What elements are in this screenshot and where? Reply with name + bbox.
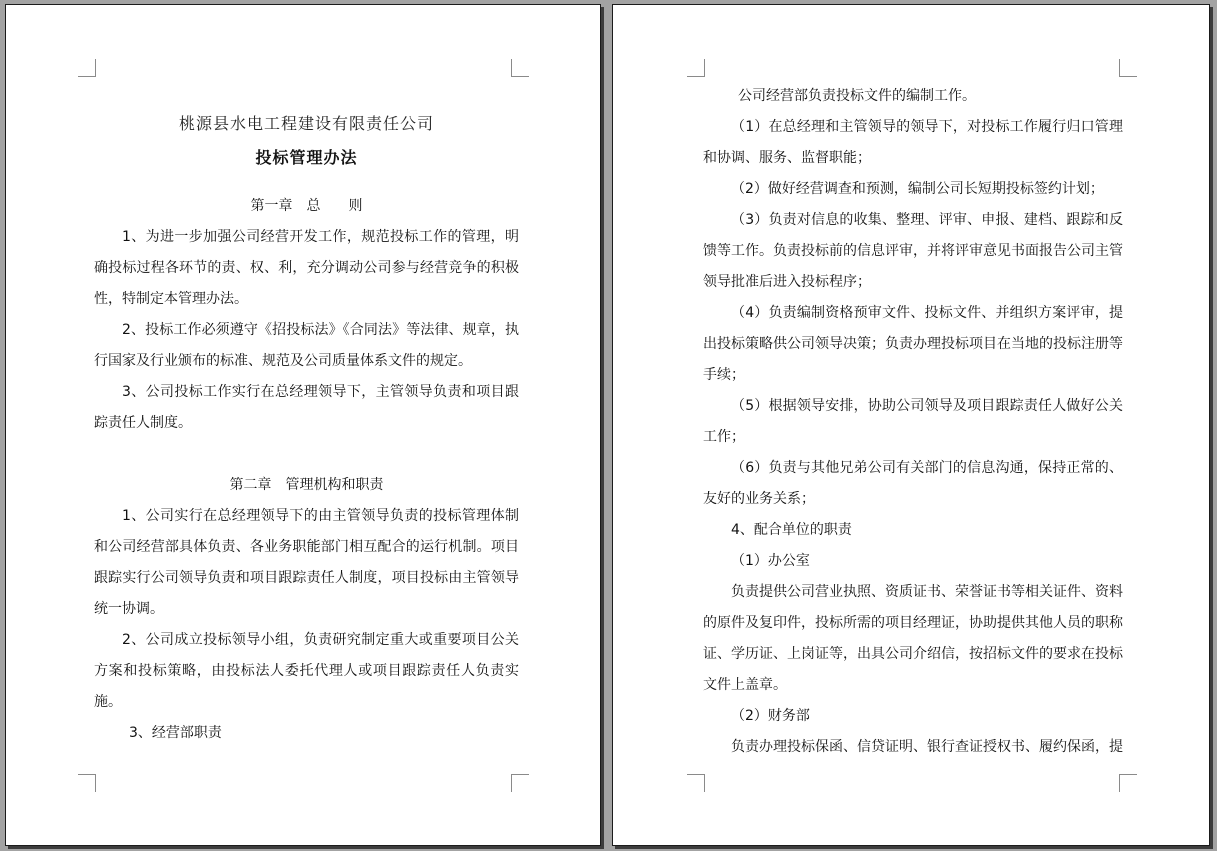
paragraph: （1）在总经理和主管领导的领导下，对投标工作履行归口管理和协调、服务、监督职能； (703, 119, 1123, 166)
paragraph: （2）财务部 (731, 708, 810, 724)
corner-mark-top-left (687, 59, 705, 77)
corner-mark-top-right (511, 59, 529, 77)
company-name: 桃源县水电工程建设有限责任公司 (178, 114, 434, 133)
document-page-1 (5, 4, 601, 846)
corner-mark-bottom-left (687, 774, 705, 792)
document-page-2 (612, 4, 1210, 846)
paragraph: 公司经营部负责投标文件的编制工作。 (738, 88, 976, 104)
paragraph: 3、经营部职责 (129, 725, 222, 741)
paragraph: 负责办理投标保函、信贷证明、银行查证授权书、履约保函，提 (731, 739, 1123, 755)
document-title: 投标管理办法 (255, 148, 358, 167)
corner-mark-bottom-right (511, 774, 529, 792)
paragraph: （3）负责对信息的收集、整理、评审、申报、建档、跟踪和反馈等工作。负责投标前的信息评审，并将评审意见书面报告公司主管领导批准后进入投标程序； (703, 212, 1123, 290)
chapter-2-heading: 第二章 管理机构和职责 (229, 477, 384, 493)
page-1-body (94, 107, 519, 749)
paragraph: （5）根据领导安排，协助公司领导及项目跟踪责任人做好公关工作； (703, 398, 1123, 445)
corner-mark-bottom-left (78, 774, 96, 792)
paragraph: 3、公司投标工作实行在总经理领导下，主管领导负责和项目跟踪责任人制度。 (94, 384, 519, 431)
page-2-body (703, 81, 1123, 763)
chapter-1-heading: 第一章 总 则 (250, 198, 363, 214)
paragraph: 1、公司实行在总经理领导下的由主管领导负责的投标管理体制和公司经营部具体负责、各业务职能部门相互配合的运行机制。项目跟踪实行公司领导负责和项目跟踪责任人制度，项目投标由主管领导统一协调。 (94, 508, 519, 617)
paragraph: 负责提供公司营业执照、资质证书、荣誉证书等相关证件、资料的原件及复印件，投标所需的项目经理证，协助提供其他人员的职称证、学历证、上岗证等，出具公司介绍信，按招标文件的要求在投标文件上盖章。 (703, 584, 1123, 693)
corner-mark-bottom-right (1119, 774, 1137, 792)
corner-mark-top-right (1119, 59, 1137, 77)
corner-mark-top-left (78, 59, 96, 77)
paragraph: 2、投标工作必须遵守《招投标法》《合同法》等法律、规章，执行国家及行业颁布的标准、规范及公司质量体系文件的规定。 (94, 322, 519, 369)
paragraph: 2、公司成立投标领导小组，负责研究制定重大或重要项目公关方案和投标策略，由投标法人委托代理人或项目跟踪责任人负责实施。 (94, 632, 519, 710)
paragraph: 1、为进一步加强公司经营开发工作，规范投标工作的管理，明确投标过程各环节的责、权、利，充分调动公司参与经营竞争的积极性，特制定本管理办法。 (94, 229, 519, 307)
paragraph: 4、配合单位的职责 (731, 522, 852, 538)
paragraph: （1）办公室 (731, 553, 810, 569)
paragraph: （2）做好经营调查和预测，编制公司长短期投标签约计划； (731, 181, 1104, 197)
paragraph: （4）负责编制资格预审文件、投标文件、并组织方案评审，提出投标策略供公司领导决策；负责办理投标项目在当地的投标注册等手续； (703, 305, 1123, 383)
paragraph: （6）负责与其他兄弟公司有关部门的信息沟通，保持正常的、友好的业务关系； (703, 460, 1123, 507)
